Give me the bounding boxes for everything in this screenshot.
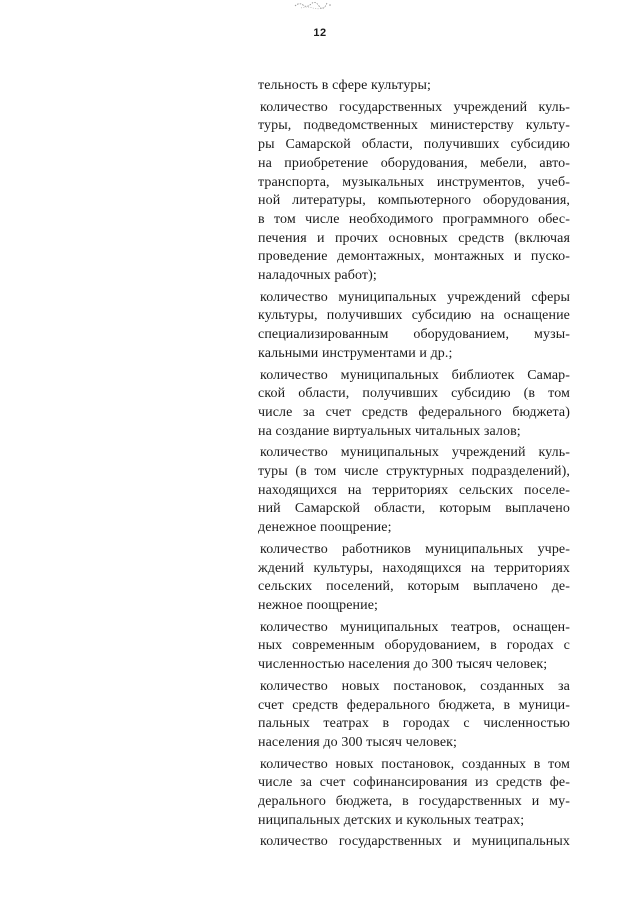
text-line: транспорта, музыкальных инструментов, учеб- (258, 174, 570, 190)
text-line: ждений культуры, находящихся на территориях (258, 560, 570, 576)
text-line: печения и прочих основных средств (включая (258, 230, 570, 246)
text-line: туры (в том числе структурных подразделений), (258, 464, 570, 480)
text-line: нежное поощрение; (258, 597, 379, 613)
text-line: ской области, получивших субсидию (в том (258, 386, 570, 402)
text-line: количество муниципальных театров, оснащен- (260, 619, 570, 635)
text-line: количество муниципальных учреждений сферы (260, 289, 570, 305)
text-line: наладочных работ); (258, 268, 377, 284)
text-line: населения до 300 тысяч человек; (258, 734, 458, 750)
text-line: ры Самарской области, получивших субсидию (258, 137, 570, 153)
paragraph-1 (258, 77, 570, 96)
text-line: специализированным оборудованием, музы- (258, 327, 570, 343)
text-line: денежное поощрение; (258, 520, 392, 536)
page-number: 12 (313, 27, 327, 39)
text-line: находящихся на территориях сельских поселе- (258, 482, 570, 498)
paragraph-2 (258, 99, 570, 286)
text-line: количество новых постановок, созданных в том (260, 756, 570, 772)
text-line: численностью населения до 300 тысяч человек; (258, 657, 548, 673)
text-line: проведение демонтажных, монтажных и пуско- (258, 249, 570, 265)
text-line: количество муниципальных библиотек Самар- (260, 367, 570, 383)
text-line: количество государственных учреждений куль- (260, 99, 570, 115)
document-body (258, 77, 570, 855)
text-line: туры, подведомственных министерству культу- (258, 118, 570, 134)
paragraph-7 (258, 619, 570, 675)
text-line: ной литературы, компьютерного оборудования, (258, 193, 570, 209)
text-line: на приобретение оборудования, мебели, авто- (258, 155, 570, 171)
text-line: на создание виртуальных читальных залов; (258, 423, 521, 439)
paragraph-4 (258, 367, 570, 442)
text-line: тельность в сфере культуры; (258, 78, 432, 93)
paragraph-9 (258, 756, 570, 831)
paragraph-10 (258, 833, 570, 852)
text-line: дерального бюджета, в государственных и му- (258, 794, 570, 810)
text-line: в том числе необходимого программного обес- (258, 211, 570, 227)
paragraph-5 (258, 444, 570, 538)
text-line: счет средств федерального бюджета, в муници- (258, 697, 570, 713)
text-line: ний Самарской области, которым выплачено (258, 501, 570, 517)
text-line: кальными инструментами и др.; (258, 345, 453, 361)
text-line: культуры, получивших субсидию на оснащение (258, 308, 570, 324)
paragraph-8 (258, 678, 570, 753)
text-line: количество государственных и муниципальных (260, 834, 570, 850)
text-line: количество работников муниципальных учре- (260, 541, 570, 557)
paragraph-6 (258, 541, 570, 616)
text-line: числе за счет средств федерального бюджета) (258, 404, 570, 420)
paragraph-3 (258, 289, 570, 364)
text-line: пальных театрах в городах с численностью (258, 716, 570, 732)
text-line: количество муниципальных учреждений куль- (260, 445, 570, 461)
text-line: числе за счет софинансирования из средств фе- (258, 775, 570, 791)
text-line: сельских поселений, которым выплачено де- (258, 579, 570, 595)
text-line: ниципальных детских и кукольных театрах; (258, 812, 525, 828)
scan-smudge-mark (293, 0, 333, 10)
text-line: ных современным оборудованием, в городах с (258, 638, 570, 654)
text-line: количество новых постановок, созданных за (260, 678, 570, 694)
